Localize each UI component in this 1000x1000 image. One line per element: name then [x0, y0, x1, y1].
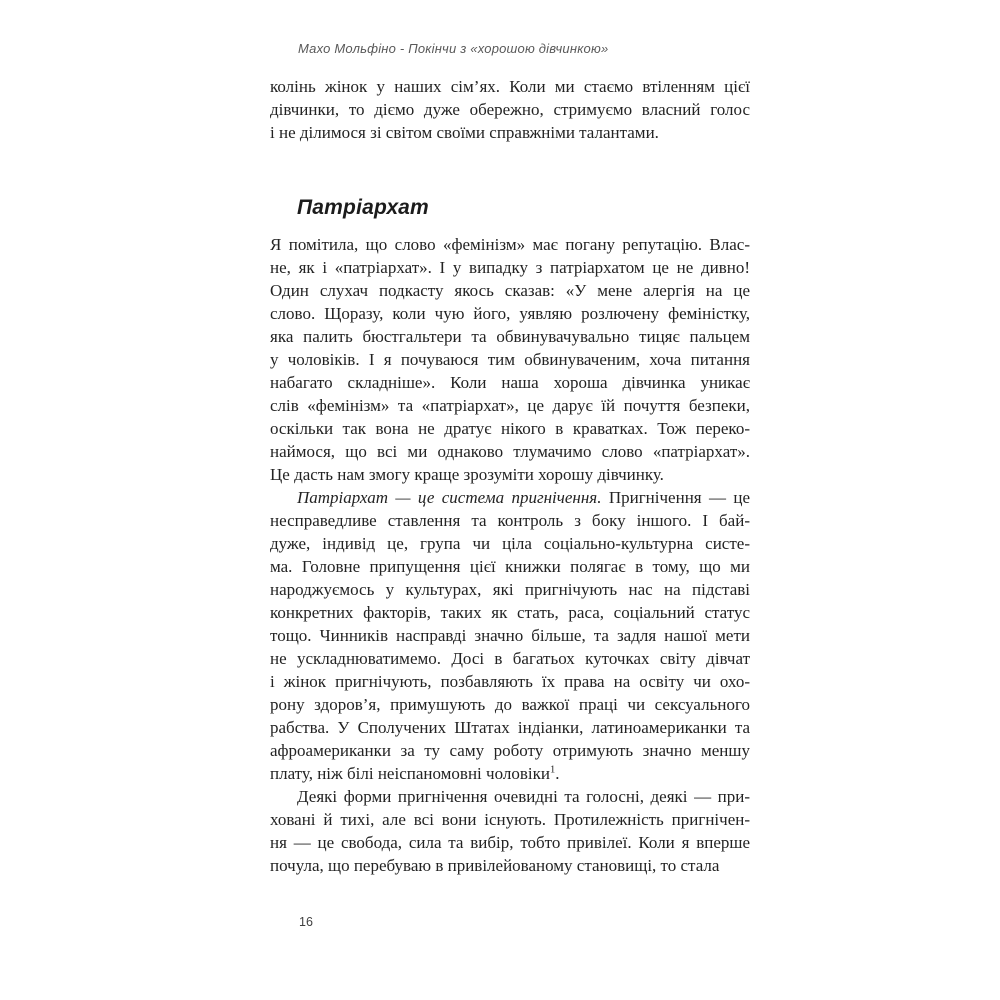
text-line	[270, 808, 750, 831]
text-segment: оскільки так вона не дратує нікого в краватках. Тож переко-	[270, 419, 750, 438]
paragraph	[270, 785, 750, 877]
paragraph	[270, 233, 750, 486]
text-line	[270, 371, 750, 394]
text-segment: ховані й тихі, але всі вони існують. Протилежність пригнічен-	[270, 810, 750, 829]
text-segment: у чоловіків. І я почуваюся тим обвинуваченим, хоча питання	[270, 350, 750, 369]
text-line	[270, 463, 750, 486]
text-segment: плату, ніж білі неіспаномовні чоловіки	[270, 764, 550, 783]
text-segment: народжуємось у культурах, які пригнічують нас на підставі	[270, 580, 750, 599]
text-line	[270, 75, 750, 98]
text-segment: несправедливе ставлення та контроль з боку іншого. І бай-	[270, 511, 750, 530]
text-segment: яка палить бюстгальтери та обвинувачувально тицяє пальцем	[270, 327, 750, 346]
text-segment: слів «фемінізм» та «патріархат», це дарує їй почуття безпеки,	[270, 396, 750, 415]
text-line	[270, 486, 750, 509]
text-segment: не ускладнюватимемо. Досі в багатьох куточках світу дівчат	[270, 649, 750, 668]
text-line	[270, 762, 750, 785]
text-line	[270, 739, 750, 762]
text-segment: .	[555, 764, 560, 783]
text-line	[270, 624, 750, 647]
text-line	[270, 831, 750, 854]
text-segment: рабства. У Сполучених Штатах індіанки, латиноамериканки та	[270, 718, 750, 737]
text-line	[270, 785, 750, 808]
text-line	[270, 440, 750, 463]
text-segment: і не ділимося зі світом своїми справжніми талантами.	[270, 123, 659, 142]
text-segment: ня — це свобода, сила та вибір, тобто привілеї. Коли я вперше	[270, 833, 750, 852]
text-segment: афроамериканки за ту саму роботу отримують значно меншу	[270, 741, 750, 760]
text-line	[270, 555, 750, 578]
text-segment: наймося, що всі ми однаково тлумачимо слово «патріархат».	[270, 442, 750, 461]
text-segment: не, як і «патріархат». І у випадку з патріархатом це не дивно!	[270, 258, 750, 277]
page-number: 16	[299, 915, 313, 929]
text-line	[270, 693, 750, 716]
text-line	[270, 302, 750, 325]
text-segment: ма. Головне припущення цієї книжки полягає в тому, що ми	[270, 557, 750, 576]
text-segment: почула, що перебуваю в привілейованому становищі, то стала	[270, 856, 720, 875]
text-line	[270, 532, 750, 555]
text-segment: Я помітила, що слово «фемінізм» має погану репутацію. Влас-	[270, 235, 750, 254]
text-line	[270, 394, 750, 417]
text-segment: конкретних факторів, таких як стать, раса, соціальний статус	[270, 603, 750, 622]
text-segment: тощо. Чинників насправді значно більше, та задля нашої мети	[270, 626, 750, 645]
text-line	[270, 647, 750, 670]
text-line	[270, 98, 750, 121]
text-segment: Один слухач подкасту якось сказав: «У мене алергія на це	[270, 281, 750, 300]
text-line	[270, 279, 750, 302]
text-segment: Патріархат — це система пригнічення.	[297, 488, 602, 507]
text-line	[270, 325, 750, 348]
body-paragraphs	[270, 233, 750, 877]
text-line	[270, 121, 750, 144]
text-segment: дуже, індивід це, група чи ціла соціально-культурна систе-	[270, 534, 750, 553]
text-column	[270, 75, 750, 877]
text-line	[270, 670, 750, 693]
text-line	[270, 716, 750, 739]
text-segment: рону здоров’я, примушують до важкої праці чи сексуального	[270, 695, 750, 714]
text-line	[270, 854, 750, 877]
text-line	[270, 233, 750, 256]
text-segment: дівчинки, то діємо дуже обережно, стримуємо власний голос	[270, 100, 750, 119]
text-segment: набагато складніше». Коли наша хороша дівчинка уникає	[270, 373, 750, 392]
text-line	[270, 509, 750, 532]
text-line	[270, 256, 750, 279]
paragraph	[270, 486, 750, 785]
running-head: Махо Мольфіно - Покінчи з «хорошою дівчинкою»	[298, 41, 609, 56]
text-segment: і жінок пригнічують, позбавляють їх права на освіту чи охо-	[270, 672, 750, 691]
text-segment: слово. Щоразу, коли чую його, уявляю розлючену феміністку,	[270, 304, 750, 323]
text-segment: Деякі форми пригнічення очевидні та голосні, деякі — при-	[297, 787, 750, 806]
text-segment: колінь жінок у наших сім’ях. Коли ми стаємо втіленням цієї	[270, 77, 750, 96]
text-line	[270, 417, 750, 440]
paragraph	[270, 75, 750, 144]
text-line	[270, 578, 750, 601]
text-line	[270, 348, 750, 371]
section-heading: Патріархат	[297, 196, 429, 219]
footnote-marker: 1	[549, 764, 556, 776]
intro-paragraphs	[270, 75, 750, 144]
text-segment: Пригнічення — це	[601, 488, 750, 507]
text-line	[270, 601, 750, 624]
text-segment: Це дасть нам змогу краще зрозуміти хорошу дівчинку.	[270, 465, 664, 484]
